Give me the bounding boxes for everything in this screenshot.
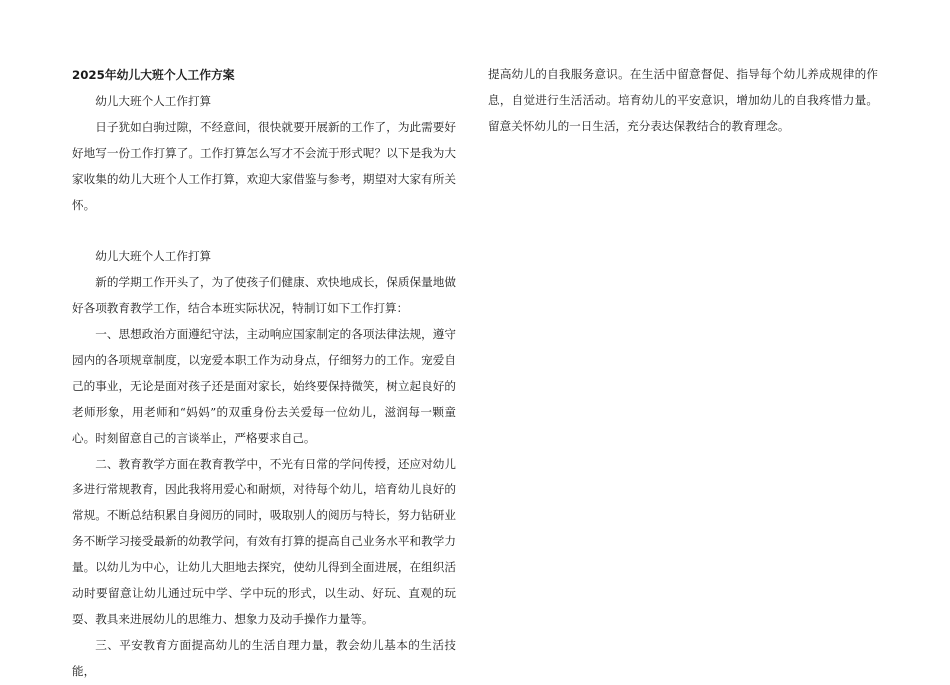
section-heading: 幼儿大班个人工作打算: [95, 249, 212, 264]
point-one-paragraph: 一、思想政治方面遵纪守法，主动响应国家制定的各项法律法规，遵守园内的各项规章制度，以宠爱本职工作为动身点，仔细努力的工作。宠爱自己的事业，无论是面对孩子还是面对家长，始终要保持微笑，树立起良好的老师形象，用老师和“妈妈”的双重身份去关爱每一位幼儿，滋润每一颗童心。时刻留意自己的言谈举止，严格要求自己。: [72, 327, 456, 445]
point-two-paragraph: 二、教育教学方面在教育教学中，不光有日常的学问传授，还应对幼儿多进行常规教育，因此我将用爱心和耐烦，对待每个幼儿，培育幼儿良好的常规。不断总结积累自身阅历的同时，吸取别人的阅历与特长，努力钻研业务不断学习接受最新的幼教学问，有效有打算的提高自己业务水平和教学力量。以幼儿为中心，让幼儿大胆地去探究，使幼儿得到全面进展，在组织活动时要留意让幼儿通过玩中学、学中玩的形式，以生动、好玩、直观的玩耍、教具来进展幼儿的思维力、想象力及动手操作力量等。: [72, 456, 456, 627]
right-column: [488, 62, 878, 140]
paragraph-spacer: [72, 218, 456, 244]
intro-heading: 幼儿大班个人工作打算: [95, 93, 212, 108]
document-title: 2025年幼儿大班个人工作方案: [72, 68, 235, 82]
intro-paragraph: 日子犹如白驹过隙，不经意间，很快就要开展新的工作了，为此需要好好地写一份工作打算了。工作打算怎么写才不会流于形式呢？以下是我为大家收集的幼儿大班个人工作打算，欢迎大家借鉴与参考，期望对大家有所关怀。: [72, 119, 456, 212]
left-column: [72, 63, 456, 685]
point-three-paragraph-start: 三、平安教育方面提高幼儿的生活自理力量，教会幼儿基本的生活技能，: [72, 637, 456, 678]
opening-paragraph: 新的学期工作开头了，为了使孩子们健康、欢快地成长，保质保量地做好各项教育教学工作，结合本班实际状况，特制订如下工作打算：: [72, 275, 456, 316]
point-three-paragraph-continued: 提高幼儿的自我服务意识。在生活中留意督促、指导每个幼儿养成规律的作息，自觉进行生活活动。培育幼儿的平安意识，增加幼儿的自我疼惜力量。留意关怀幼儿的一日生活，充分表达保教结合的教育理念。: [488, 67, 878, 133]
